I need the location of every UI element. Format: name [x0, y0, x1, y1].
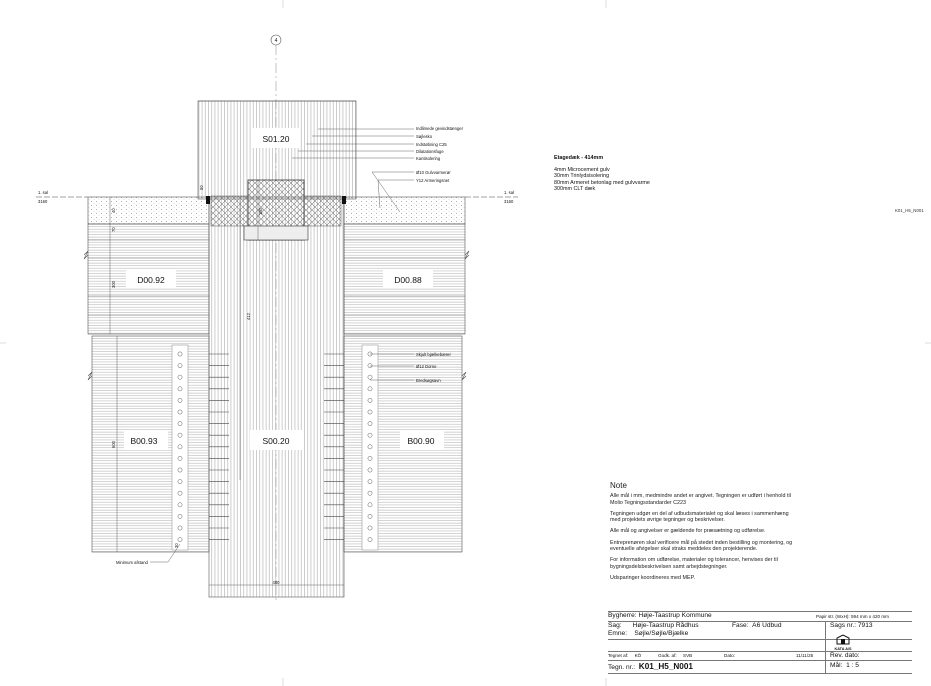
revision-date-label: Rev. dato: — [830, 652, 860, 659]
beam-right — [344, 336, 462, 552]
note-paragraph: Entreprenøren skal verificere mål på stedet inden bestilling og montering, og eventuelle afvigelser skal straks meddeles den projekterende. — [610, 539, 793, 553]
dowel-hole — [178, 445, 182, 449]
dim-600: 600 — [111, 441, 116, 448]
dowel-hole — [368, 433, 372, 437]
subject-label: Emne: — [608, 630, 628, 637]
case-number-label: Sags nr.: — [830, 622, 857, 629]
dowel-hole — [368, 410, 372, 414]
dim-480: 480 — [272, 580, 280, 585]
subject-value: Søjle/Søjle/Bjælke — [634, 630, 689, 637]
dim-30: 30 — [174, 543, 179, 548]
dowel-hole — [178, 514, 182, 518]
assembly-line: 30mm Trinlydsisolering — [554, 173, 610, 180]
dowel-hole — [178, 433, 182, 437]
dim-180: 180 — [258, 208, 263, 215]
note-paragraph: Udsparinger koordineres med MEP. — [610, 574, 695, 581]
callout-dilatation: Dilatationsfuge — [416, 149, 444, 154]
dowel-hole — [178, 480, 182, 484]
callout-slot: Bredsøgsavn — [416, 378, 441, 383]
note-paragraph: For information om udførelse, materialer og tolerancer, henvises der til bygningsdelsbeskrivelsen samt arbejdstegninger. — [610, 557, 778, 570]
dowel-hole — [178, 364, 182, 368]
dowel-hole — [368, 422, 372, 426]
dowel-hole — [178, 387, 182, 391]
callout-minimum: Minimum afstand — [116, 560, 148, 565]
beam-label-right: B00.90 — [407, 436, 435, 446]
dowel-hole — [368, 456, 372, 460]
dowel-hole — [178, 410, 182, 414]
assembly-heading: Etagedæk - 414mm — [554, 155, 604, 161]
level-left-name: 1. sal — [38, 190, 49, 195]
drawing-number-label: Tegn. nr.: — [608, 664, 636, 671]
dowel-hole — [178, 468, 182, 472]
dowel-hole — [368, 445, 372, 449]
drawn-by-value: KÖ — [634, 653, 642, 658]
beam-label-left: B00.93 — [130, 436, 158, 446]
level-right-name: 1. sal — [504, 190, 515, 195]
callout-edge-insulation: Kantisolering — [416, 156, 441, 161]
logo-icon — [836, 634, 850, 645]
paper-size: Papir str. (WxH): 594 mm x 420 mm — [816, 614, 890, 619]
level-marker-left — [36, 190, 88, 204]
callout-hidden-hanger: Skjult bjælkebærer — [416, 352, 451, 357]
drawing-reference-id: K01_H5_N001 — [895, 208, 924, 213]
dowel-hole — [368, 387, 372, 391]
column-label-upper: S01.20 — [262, 134, 290, 144]
beam-left — [92, 336, 209, 552]
note-title: Note — [610, 481, 627, 490]
dim-40: 40 — [111, 208, 116, 213]
slab-right — [344, 197, 465, 334]
dowel-hole — [368, 503, 372, 507]
level-marker-right — [465, 190, 518, 204]
dowel-hole — [178, 398, 182, 402]
phase-label: Fase: — [732, 622, 749, 629]
callout-column-shoe: Søjlesko — [416, 134, 433, 139]
dim-70: 70 — [111, 227, 116, 232]
approved-by-label: Godk. af: — [658, 653, 677, 658]
callout-mesh: Y12 Armeringsnet — [416, 178, 450, 183]
dowel-hole — [368, 364, 372, 368]
dim-412: 412 — [246, 313, 251, 320]
callout-dowels: Ø12 Dorne — [416, 364, 437, 369]
dim-300: 300 — [111, 281, 116, 288]
dowel-hole — [178, 503, 182, 507]
callout-threaded-rods: Indlimede gevindstænger — [416, 126, 464, 131]
dowel-hole — [368, 375, 372, 379]
assembly-line: 300mm CLT dæk — [554, 185, 596, 192]
title-block — [608, 611, 912, 673]
scale-label: Mål: — [830, 662, 843, 669]
dowel-hole — [178, 456, 182, 460]
drawn-by-label: Tegnet af: — [608, 653, 629, 658]
lower-column — [209, 197, 344, 597]
company-logo — [833, 634, 853, 651]
phase-value: A6 Udbud — [752, 622, 782, 629]
dowel-hole — [368, 514, 372, 518]
dowel-hole — [178, 491, 182, 495]
client-label: Bygherre: — [608, 612, 637, 619]
dim-50: 50 — [199, 185, 204, 190]
note-block — [610, 483, 800, 586]
column-label-lower: S00.20 — [262, 436, 290, 446]
drawing-number-value: K01_H5_N001 — [638, 662, 693, 671]
note-paragraph: Tegningen udgør en del af udbudsmaterialet og skal læses i sammenhæng med projektets øvrige tegninger og beskrivelser. — [610, 510, 789, 524]
case-number-value: 7913 — [857, 622, 873, 629]
dowel-hole — [178, 526, 182, 530]
project-value: Høje-Taastrup Rådhus — [632, 622, 699, 629]
dowel-hole — [368, 398, 372, 402]
dowel-hole — [178, 352, 182, 356]
level-right-value: 3160 — [504, 199, 514, 204]
date-label: Dato: — [724, 653, 735, 658]
date-value: 11/11/25 — [796, 653, 814, 658]
approved-by-value: SVB — [683, 653, 693, 658]
dowel-hole — [368, 468, 372, 472]
callout-grouting: Indstøbning C25 — [416, 142, 447, 147]
dowel-hole — [178, 375, 182, 379]
level-left-value: 3160 — [38, 199, 48, 204]
assembly-line: 80mm Armeret betonlag med gulvvarme — [554, 179, 650, 186]
dowel-hole — [178, 422, 182, 426]
slab-left — [88, 197, 209, 334]
slab-label-right: D00.88 — [394, 275, 422, 285]
note-paragraph: Alle mål i mm, medmindre andet er angivet. Tegningen er udført i henhold til Molio Tegningsstandarder C223 — [610, 493, 791, 506]
grid-axis-label: 4 — [274, 38, 278, 44]
scale-value: 1 : 5 — [846, 662, 859, 669]
note-paragraph: Alle mål og angivelser er gældende for præsætning og udførelse. — [610, 528, 766, 535]
logo-text: KATA A/S — [834, 647, 852, 651]
floor-assembly — [554, 155, 650, 192]
dowel-hole — [178, 538, 182, 542]
dowel-hole — [368, 491, 372, 495]
project-label: Sag: — [608, 622, 622, 629]
callout-floor-heating: Ø10 Gulvvarmerør — [416, 170, 451, 175]
dowel-hole — [368, 538, 372, 542]
client-value: Høje-Taastrup Kommune — [638, 612, 712, 619]
assembly-line: 4mm Microcement gulv — [554, 167, 610, 174]
dowel-hole — [368, 526, 372, 530]
slab-label-left: D00.92 — [137, 275, 165, 285]
dowel-hole — [368, 480, 372, 484]
